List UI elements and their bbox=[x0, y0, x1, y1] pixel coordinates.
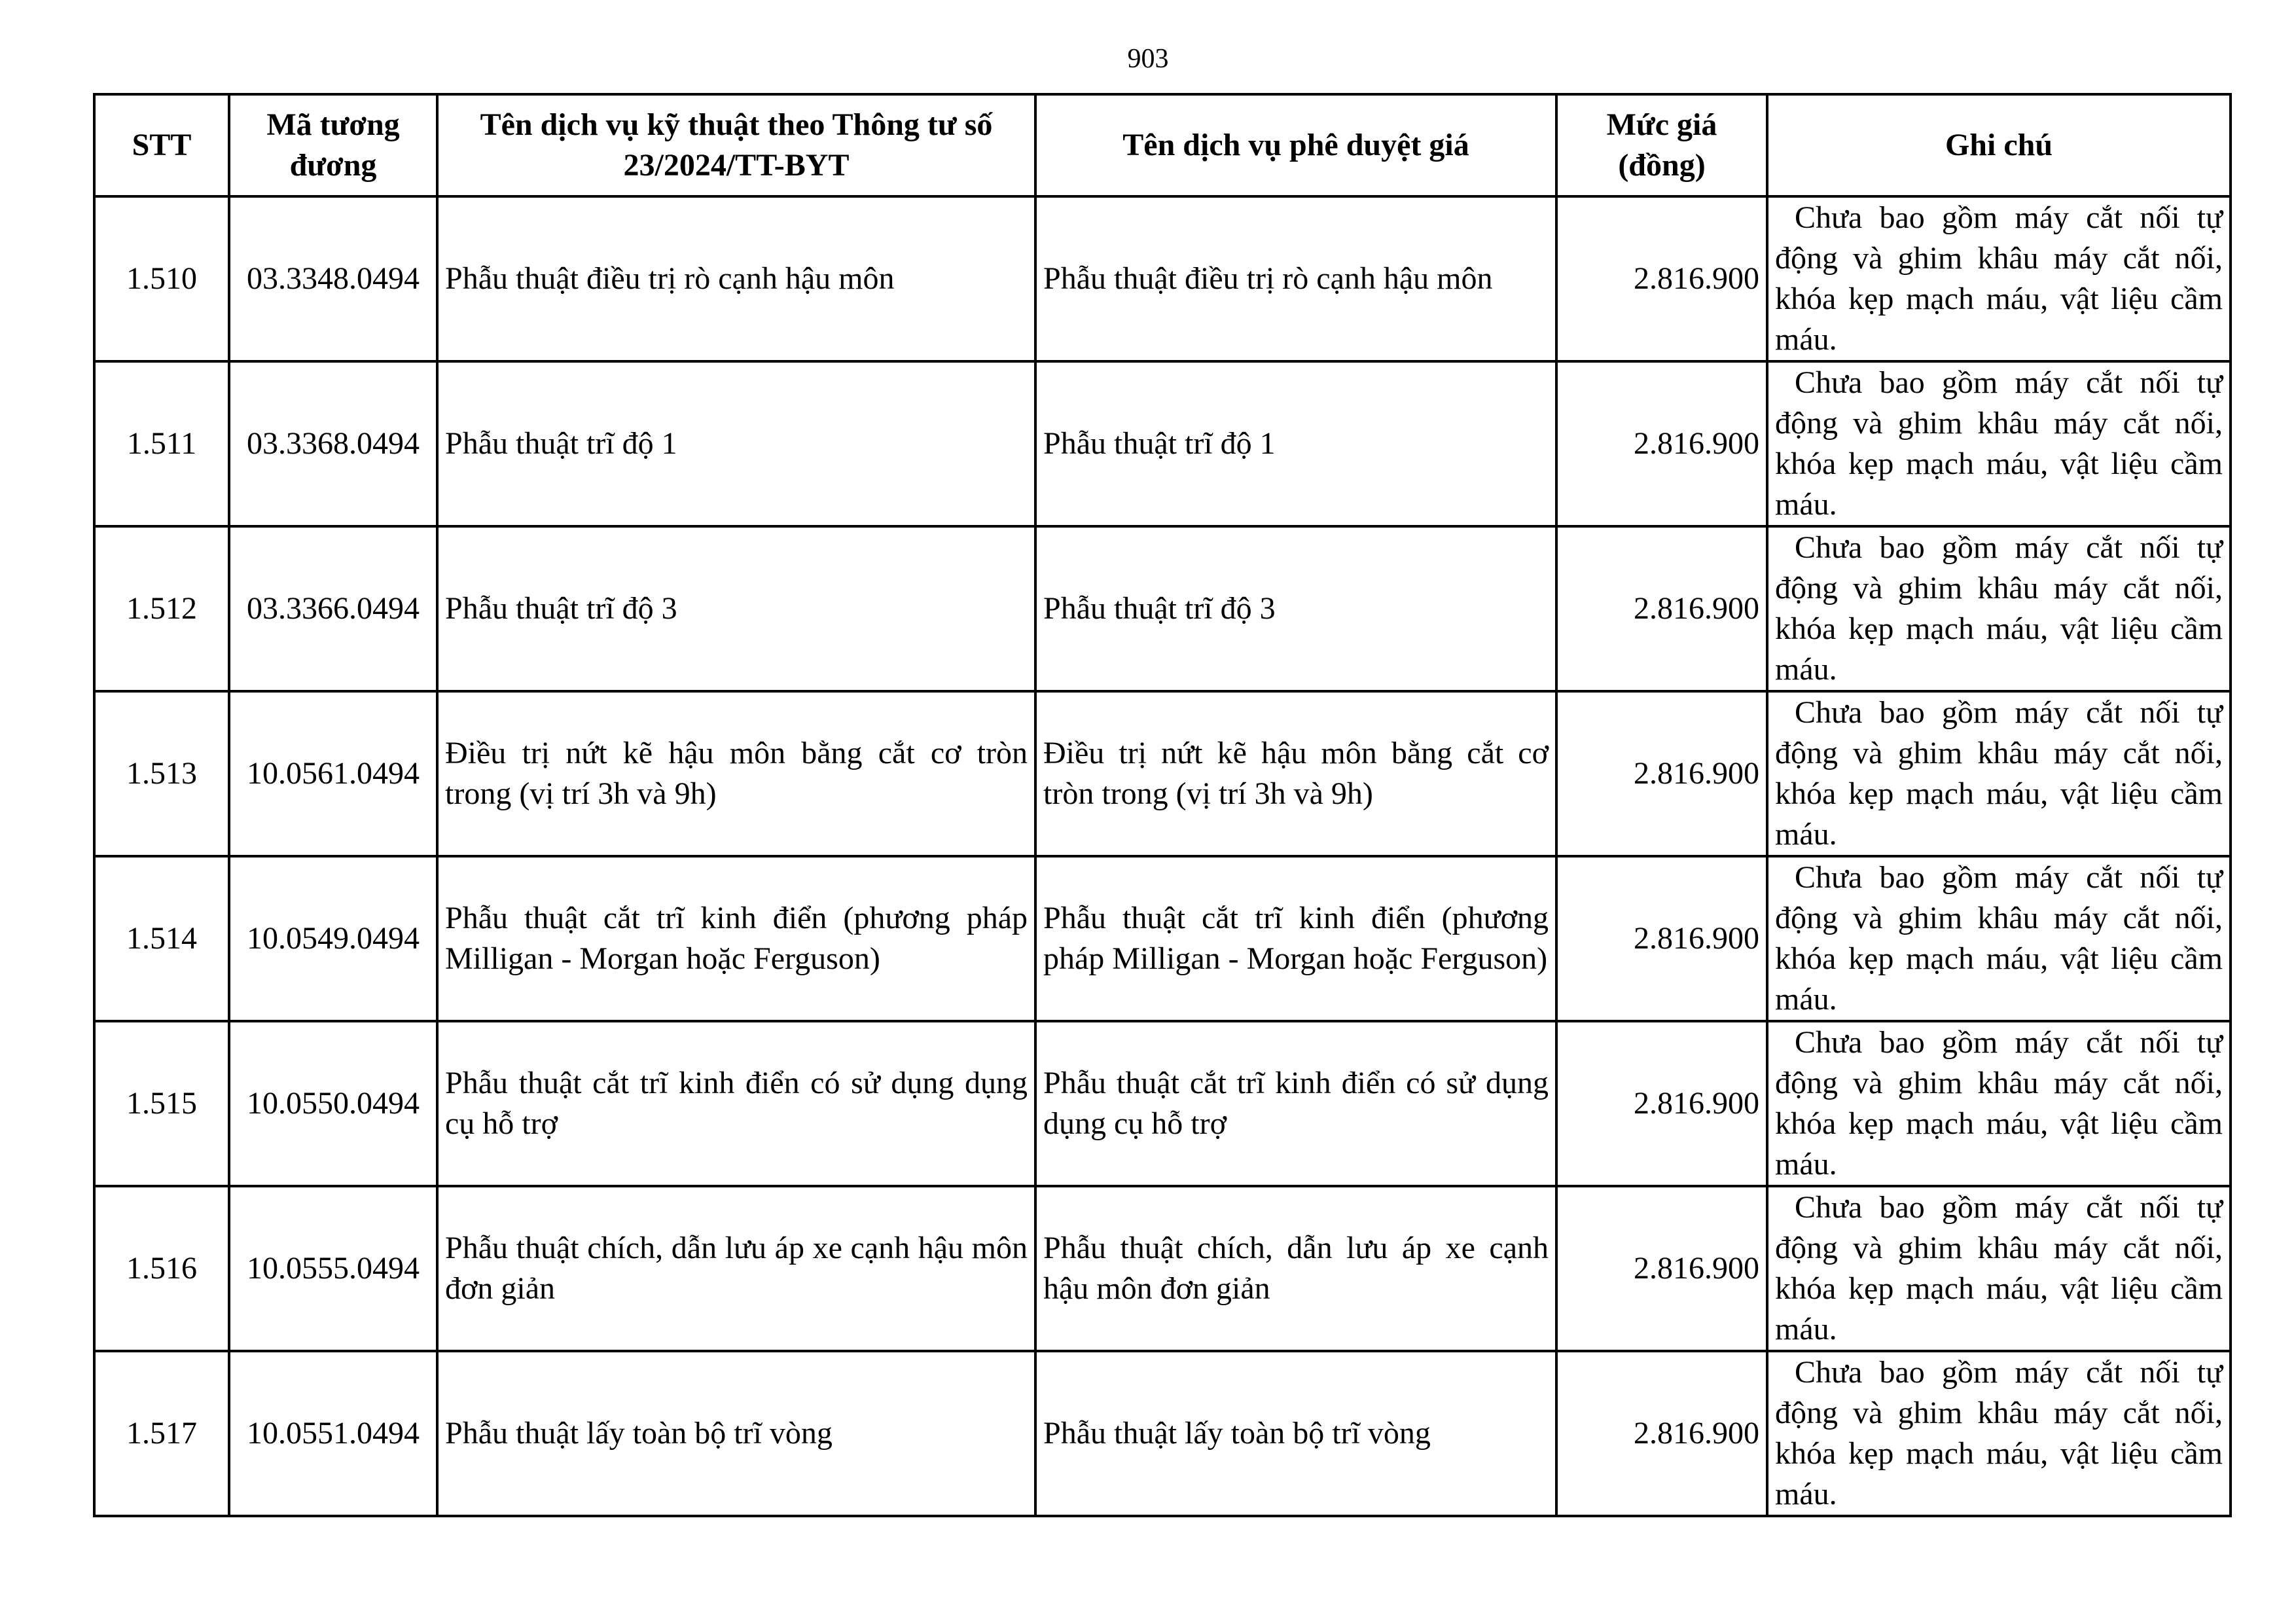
cell-service-name: Phẫu thuật trĩ độ 3 bbox=[437, 526, 1035, 691]
header-code: Mã tương đương bbox=[229, 94, 437, 196]
cell-code: 03.3348.0494 bbox=[229, 196, 437, 361]
note-text: Chưa bao gồm máy cắt nối tự động và ghim khâu máy cắt nối, khóa kẹp mạch máu, vật liệu cầm máu. bbox=[1775, 365, 2223, 522]
cell-code: 10.0550.0494 bbox=[229, 1021, 437, 1186]
cell-service-name: Phẫu thuật lấy toàn bộ trĩ vòng bbox=[437, 1351, 1035, 1516]
table-row bbox=[94, 526, 2231, 691]
cell-stt: 1.512 bbox=[94, 526, 229, 691]
cell-note bbox=[1767, 1351, 2231, 1516]
cell-price: 2.816.900 bbox=[1556, 1351, 1767, 1516]
cell-stt: 1.517 bbox=[94, 1351, 229, 1516]
cell-note bbox=[1767, 1186, 2231, 1351]
cell-note bbox=[1767, 196, 2231, 361]
cell-stt: 1.513 bbox=[94, 691, 229, 856]
table-row bbox=[94, 1021, 2231, 1186]
table-row bbox=[94, 361, 2231, 526]
cell-note bbox=[1767, 856, 2231, 1021]
cell-approved-name: Điều trị nứt kẽ hậu môn bằng cắt cơ tròn trong (vị trí 3h và 9h) bbox=[1035, 691, 1556, 856]
cell-approved-name: Phẫu thuật trĩ độ 3 bbox=[1035, 526, 1556, 691]
table-row bbox=[94, 1351, 2231, 1516]
cell-price: 2.816.900 bbox=[1556, 1021, 1767, 1186]
cell-code: 10.0555.0494 bbox=[229, 1186, 437, 1351]
cell-note bbox=[1767, 361, 2231, 526]
note-text: Chưa bao gồm máy cắt nối tự động và ghim khâu máy cắt nối, khóa kẹp mạch máu, vật liệu cầm máu. bbox=[1775, 530, 2223, 687]
cell-stt: 1.516 bbox=[94, 1186, 229, 1351]
cell-service-name: Phẫu thuật chích, dẫn lưu áp xe cạnh hậu môn đơn giản bbox=[437, 1186, 1035, 1351]
cell-code: 10.0549.0494 bbox=[229, 856, 437, 1021]
cell-price: 2.816.900 bbox=[1556, 856, 1767, 1021]
note-text: Chưa bao gồm máy cắt nối tự động và ghim khâu máy cắt nối, khóa kẹp mạch máu, vật liệu cầm máu. bbox=[1775, 695, 2223, 852]
page-number: 903 bbox=[1127, 44, 1169, 74]
cell-code: 03.3366.0494 bbox=[229, 526, 437, 691]
note-text: Chưa bao gồm máy cắt nối tự động và ghim khâu máy cắt nối, khóa kẹp mạch máu, vật liệu cầm máu. bbox=[1775, 860, 2223, 1017]
cell-stt: 1.511 bbox=[94, 361, 229, 526]
cell-price: 2.816.900 bbox=[1556, 361, 1767, 526]
note-text: Chưa bao gồm máy cắt nối tự động và ghim khâu máy cắt nối, khóa kẹp mạch máu, vật liệu cầm máu. bbox=[1775, 200, 2223, 357]
cell-code: 03.3368.0494 bbox=[229, 361, 437, 526]
cell-stt: 1.510 bbox=[94, 196, 229, 361]
header-stt: STT bbox=[94, 94, 229, 196]
note-text: Chưa bao gồm máy cắt nối tự động và ghim khâu máy cắt nối, khóa kẹp mạch máu, vật liệu cầm máu. bbox=[1775, 1190, 2223, 1346]
cell-approved-name: Phẫu thuật cắt trĩ kinh điển (phương pháp Milligan - Morgan hoặc Ferguson) bbox=[1035, 856, 1556, 1021]
cell-service-name: Phẫu thuật cắt trĩ kinh điển (phương pháp Milligan - Morgan hoặc Ferguson) bbox=[437, 856, 1035, 1021]
note-text: Chưa bao gồm máy cắt nối tự động và ghim khâu máy cắt nối, khóa kẹp mạch máu, vật liệu cầm máu. bbox=[1775, 1355, 2223, 1511]
cell-service-name: Phẫu thuật điều trị rò cạnh hậu môn bbox=[437, 196, 1035, 361]
table-row bbox=[94, 1186, 2231, 1351]
cell-service-name: Điều trị nứt kẽ hậu môn bằng cắt cơ tròn trong (vị trí 3h và 9h) bbox=[437, 691, 1035, 856]
cell-stt: 1.514 bbox=[94, 856, 229, 1021]
service-price-table bbox=[93, 93, 2232, 1517]
cell-note bbox=[1767, 691, 2231, 856]
cell-price: 2.816.900 bbox=[1556, 1186, 1767, 1351]
header-price: Mức giá (đồng) bbox=[1556, 94, 1767, 196]
cell-approved-name: Phẫu thuật trĩ độ 1 bbox=[1035, 361, 1556, 526]
cell-approved-name: Phẫu thuật điều trị rò cạnh hậu môn bbox=[1035, 196, 1556, 361]
header-service-name: Tên dịch vụ kỹ thuật theo Thông tư số 23/2024/TT-BYT bbox=[437, 94, 1035, 196]
cell-stt: 1.515 bbox=[94, 1021, 229, 1186]
table-row bbox=[94, 691, 2231, 856]
cell-code: 10.0551.0494 bbox=[229, 1351, 437, 1516]
cell-price: 2.816.900 bbox=[1556, 526, 1767, 691]
note-text: Chưa bao gồm máy cắt nối tự động và ghim khâu máy cắt nối, khóa kẹp mạch máu, vật liệu cầm máu. bbox=[1775, 1025, 2223, 1182]
cell-code: 10.0561.0494 bbox=[229, 691, 437, 856]
cell-note bbox=[1767, 526, 2231, 691]
cell-note bbox=[1767, 1021, 2231, 1186]
header-approved-name: Tên dịch vụ phê duyệt giá bbox=[1035, 94, 1556, 196]
table-row bbox=[94, 196, 2231, 361]
cell-service-name: Phẫu thuật trĩ độ 1 bbox=[437, 361, 1035, 526]
cell-service-name: Phẫu thuật cắt trĩ kinh điển có sử dụng dụng cụ hỗ trợ bbox=[437, 1021, 1035, 1186]
cell-approved-name: Phẫu thuật chích, dẫn lưu áp xe cạnh hậu môn đơn giản bbox=[1035, 1186, 1556, 1351]
cell-price: 2.816.900 bbox=[1556, 691, 1767, 856]
table-header-row bbox=[94, 94, 2231, 196]
header-note: Ghi chú bbox=[1767, 94, 2231, 196]
cell-price: 2.816.900 bbox=[1556, 196, 1767, 361]
cell-approved-name: Phẫu thuật cắt trĩ kinh điển có sử dụng dụng cụ hỗ trợ bbox=[1035, 1021, 1556, 1186]
table-row bbox=[94, 856, 2231, 1021]
cell-approved-name: Phẫu thuật lấy toàn bộ trĩ vòng bbox=[1035, 1351, 1556, 1516]
